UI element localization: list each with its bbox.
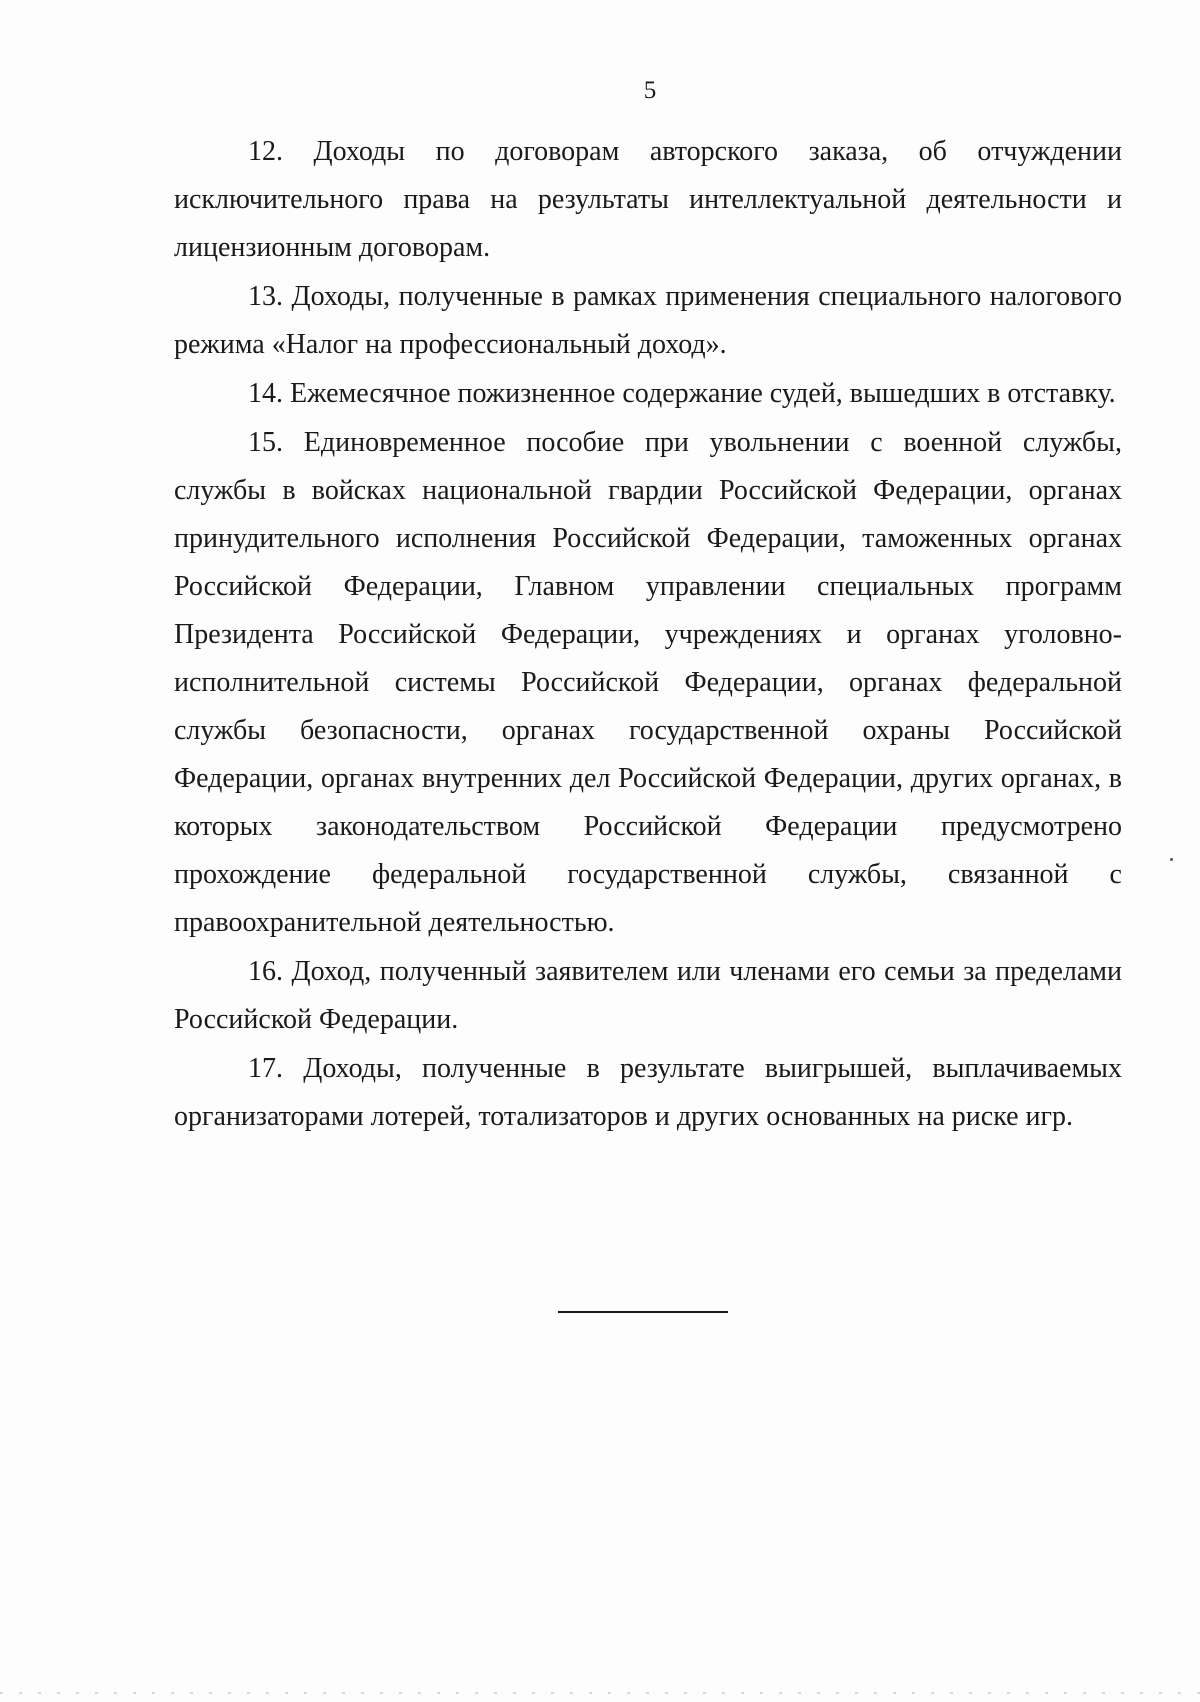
paragraph-item-14: 14. Ежемесячное пожизненное содержание судей, вышедших в отставку. — [248, 378, 1116, 409]
paragraph-item-17: 17. Доходы, полученные в результате выигрышей, выплачиваемых организаторами лотерей, тотализаторов и других основанных на риске игр. — [174, 1053, 1122, 1132]
scan-bottom-edge — [0, 1692, 1200, 1694]
paragraph-item-13: 13. Доходы, полученные в рамках применения специального налогового режима «Налог на профессиональный доход». — [174, 281, 1122, 360]
paragraph-item-16: 16. Доход, полученный заявителем или членами его семьи за пределами Российской Федерации. — [174, 956, 1122, 1035]
end-of-text-rule — [558, 1311, 728, 1313]
document-body — [174, 128, 1122, 1141]
paragraph-item-15: 15. Единовременное пособие при увольнении с военной службы, службы в войсках национальной гвардии Российской Федерации, органах принудительного исполнения Российской Федерации, таможенных органах Российской Федерации, Главном управлении специальных программ Президента Российской Федерации, учреждениях и органах уголовно-исполнительной системы Российской Федерации, органах федеральной службы безопасности, органах государственной охраны Российской Федерации, органах внутренних дел Российской Федерации, других органах, в которых законодательством Российской Федерации предусмотрено прохождение федеральной государственной службы, связанной с правоохранительной деятельностью. — [174, 427, 1122, 938]
scan-speck — [1170, 858, 1173, 861]
page-number: 5 — [643, 77, 657, 104]
paragraph-item-12: 12. Доходы по договорам авторского заказа, об отчуждении исключительного права на результаты интеллектуальной деятельности и лицензионным договорам. — [174, 136, 1122, 263]
